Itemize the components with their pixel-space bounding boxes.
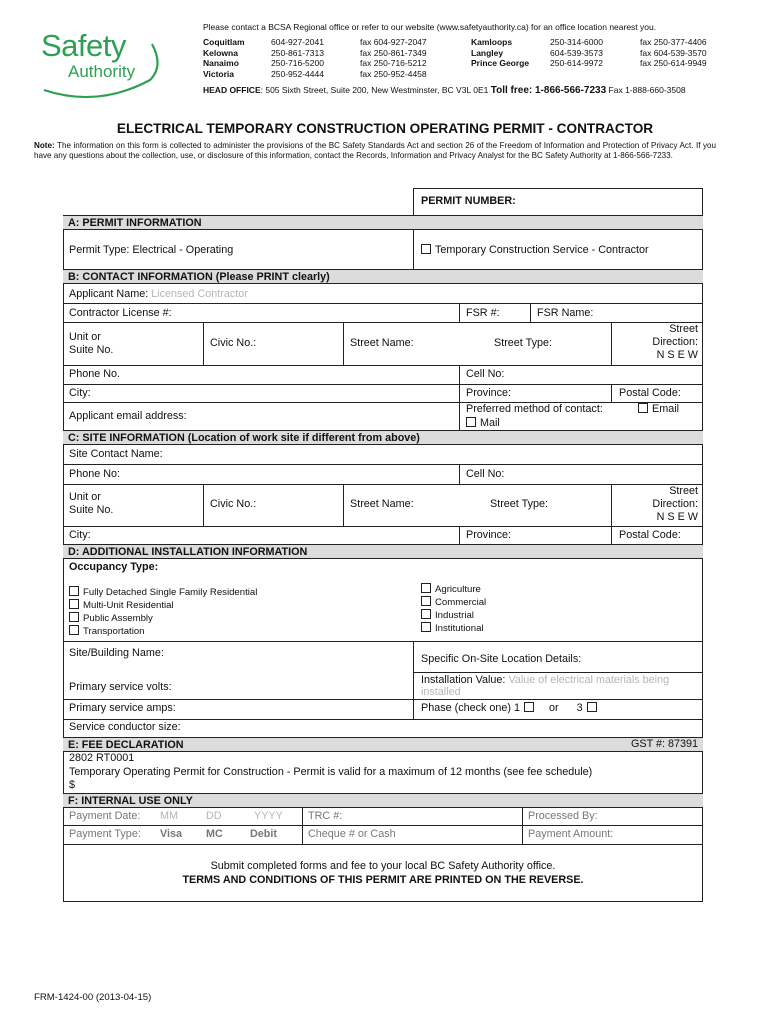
permit-validity-text: Temporary Operating Permit for Construction - Permit is valid for a maximum of 12 months (see fee schedule) xyxy=(69,766,593,778)
occupancy-public-assembly[interactable]: Public Assembly xyxy=(69,612,257,625)
processed-by-label[interactable]: Processed By: xyxy=(528,810,598,822)
payment-mc[interactable]: MC xyxy=(206,828,223,840)
terms-notice: TERMS AND CONDITIONS OF THIS PERMIT ARE PRINTED ON THE REVERSE. xyxy=(182,874,584,886)
payment-date-dd[interactable]: DD xyxy=(206,810,222,822)
occupancy-type-label: Occupancy Type: xyxy=(69,561,159,573)
permit-number-label: PERMIT NUMBER: xyxy=(421,195,516,207)
email-label[interactable]: Applicant email address: xyxy=(69,410,187,422)
fsr-number-label[interactable]: FSR #: xyxy=(466,307,500,319)
section-a-heading: A: PERMIT INFORMATION xyxy=(63,215,703,230)
form-title: ELECTRICAL TEMPORARY CONSTRUCTION OPERATING PERMIT - CONTRACTOR xyxy=(116,121,654,136)
payment-date-yyyy[interactable]: YYYY xyxy=(254,810,283,822)
phone-label[interactable]: Phone No. xyxy=(69,368,121,380)
section-c-heading: C: SITE INFORMATION (Location of work site if different from above) xyxy=(63,430,703,445)
office-phones-2: 250-314-6000 604-539-3573 250-614-9972 xyxy=(550,37,603,68)
public-assembly-checkbox[interactable] xyxy=(69,612,79,622)
site-contact-label[interactable]: Site Contact Name: xyxy=(69,448,163,460)
occupancy-left-options[interactable] xyxy=(69,586,257,638)
site-unit-suite-label[interactable]: Unit or Suite No. xyxy=(69,491,114,516)
office-cities-1: Coquitlam Kelowna Nanaimo Victoria xyxy=(203,37,245,79)
contact-line: Please contact a BCSA Regional office or refer to our website (www.safetyauthority.ca) for an office location nearest you. xyxy=(203,22,657,32)
city-label[interactable]: City: xyxy=(69,387,91,399)
payment-date-mm[interactable]: MM xyxy=(160,810,178,822)
conductor-size-label[interactable]: Service conductor size: xyxy=(69,721,181,733)
occupancy-institutional[interactable]: Institutional xyxy=(421,622,486,635)
office-phones-1: 604-927-2041 250-861-7313 250-716-5200 250-952-4444 xyxy=(271,37,324,79)
occupancy-transportation[interactable]: Transportation xyxy=(69,625,257,638)
phase-1-checkbox[interactable] xyxy=(524,702,534,712)
primary-volts-label[interactable]: Primary service volts: xyxy=(69,681,172,693)
occupancy-agriculture[interactable]: Agriculture xyxy=(421,583,486,596)
office-cities-2: Kamloops Langley Prince George xyxy=(471,37,530,68)
logo xyxy=(38,30,162,102)
occupancy-multi-unit[interactable]: Multi-Unit Residential xyxy=(69,599,257,612)
permit-number-field[interactable] xyxy=(525,192,697,212)
occupancy-right-options[interactable] xyxy=(421,583,486,635)
phase-3-checkbox[interactable] xyxy=(587,702,597,712)
postal-code-label[interactable]: Postal Code: xyxy=(619,387,681,399)
site-street-type-label[interactable]: Street Type: xyxy=(490,498,549,510)
site-building-label[interactable]: Site/Building Name: xyxy=(69,647,164,659)
payment-amount-label[interactable]: Payment Amount: xyxy=(528,828,614,840)
section-d-heading: D: ADDITIONAL INSTALLATION INFORMATION xyxy=(63,544,703,559)
civic-no-label[interactable]: Civic No.: xyxy=(210,337,257,349)
primary-amps-label[interactable]: Primary service amps: xyxy=(69,702,176,714)
permit-type: Permit Type: Electrical - Operating xyxy=(69,244,234,256)
applicant-name-label[interactable]: Applicant Name: Licensed Contractor xyxy=(69,288,248,300)
street-type-label[interactable]: Street Type: xyxy=(494,337,553,349)
site-street-name-label[interactable]: Street Name: xyxy=(350,498,414,510)
logo-word-authority: Authority xyxy=(68,62,136,81)
province-label[interactable]: Province: xyxy=(466,387,512,399)
payment-visa[interactable]: Visa xyxy=(160,828,183,840)
occupancy-commercial[interactable]: Commercial xyxy=(421,596,486,609)
industrial-checkbox[interactable] xyxy=(421,609,431,619)
payment-date-row: Payment Date: xyxy=(69,810,141,822)
payment-type-label: Payment Type: xyxy=(69,828,141,840)
multi-unit-checkbox[interactable] xyxy=(69,599,79,609)
site-phone-label[interactable]: Phone No: xyxy=(69,468,121,480)
occupancy-single-family[interactable]: Fully Detached Single Family Residential xyxy=(69,586,257,599)
transportation-checkbox[interactable] xyxy=(69,625,79,635)
site-civic-no-label[interactable]: Civic No.: xyxy=(210,498,257,510)
head-office-line: HEAD OFFICE: 505 Sixth Street, Suite 200, New Westminster, BC V3L 0E1 Toll free: 1-866-566-7233 Fax 1-888-660-3508 xyxy=(203,85,686,96)
gst-number: GST #: 87391 xyxy=(630,738,698,750)
section-b-heading: B: CONTACT INFORMATION (Please PRINT clearly) xyxy=(63,269,703,284)
contractor-license-label[interactable]: Contractor License #: xyxy=(69,307,172,319)
temp-service-option[interactable]: Temporary Construction Service - Contractor xyxy=(421,244,649,257)
site-postal-code-label[interactable]: Postal Code: xyxy=(619,529,681,541)
cheque-cash-label[interactable]: Cheque # or Cash xyxy=(308,828,396,840)
phase-options[interactable]: Phase (check one) 1 or 3 xyxy=(421,702,597,715)
contact-mail-option[interactable]: Mail xyxy=(466,417,500,430)
contact-email-checkbox[interactable] xyxy=(638,403,648,413)
trc-label[interactable]: TRC #: xyxy=(308,810,343,822)
cell-label[interactable]: Cell No: xyxy=(466,368,505,380)
logo-word-safety: Safety xyxy=(41,28,126,63)
preferred-contact-label: Preferred method of contact: xyxy=(466,403,603,415)
install-value-label[interactable]: Installation Value: Value of electrical materials being installed xyxy=(421,674,670,698)
section-e-heading: E: FEE DECLARATION xyxy=(63,737,703,752)
gst-number-2: 2802 RT0001 xyxy=(69,752,135,764)
form-number: FRM-1424-00 (2013-04-15) xyxy=(34,992,152,1003)
site-cell-label[interactable]: Cell No: xyxy=(466,468,505,480)
privacy-note: Note: The information on this form is collected to administer the provisions of the BC Safety Standards Act and section 26 of the Freedom of Information and Protection of Privacy Act. If you have any questions about the collection, use, or disclosure of this information, contact the Records, Information and Privacy Analyst for the BC Safety Authority at 1-866-566-7233. xyxy=(34,141,716,161)
contact-mail-checkbox[interactable] xyxy=(466,417,476,427)
contact-email-option[interactable]: Email xyxy=(638,403,679,416)
fee-amount-label[interactable]: $ xyxy=(69,779,76,791)
office-faxes-1: fax 604-927-2047 fax 250-861-7349 fax 250-716-5212 fax 250-952-4458 xyxy=(360,37,427,79)
street-direction-label[interactable]: Street Direction: N S E W xyxy=(652,323,698,361)
section-f-heading: F: INTERNAL USE ONLY xyxy=(63,793,703,808)
institutional-checkbox[interactable] xyxy=(421,622,431,632)
site-street-direction-label[interactable]: Street Direction: N S E W xyxy=(652,485,698,523)
site-city-label[interactable]: City: xyxy=(69,529,91,541)
unit-suite-label[interactable]: Unit or Suite No. xyxy=(69,331,114,356)
office-faxes-2: fax 250-377-4406 fax 604-539-3570 fax 250-614-9949 xyxy=(640,37,707,68)
commercial-checkbox[interactable] xyxy=(421,596,431,606)
agriculture-checkbox[interactable] xyxy=(421,583,431,593)
payment-debit[interactable]: Debit xyxy=(250,828,277,840)
fsr-name-label[interactable]: FSR Name: xyxy=(537,307,594,319)
onsite-location-label[interactable]: Specific On-Site Location Details: xyxy=(421,653,582,665)
street-name-label[interactable]: Street Name: xyxy=(350,337,414,349)
site-province-label[interactable]: Province: xyxy=(466,529,512,541)
single-family-checkbox[interactable] xyxy=(69,586,79,596)
temp-service-checkbox[interactable] xyxy=(421,244,431,254)
submit-instructions: Submit completed forms and fee to your local BC Safety Authority office. xyxy=(210,860,556,872)
occupancy-industrial[interactable]: Industrial xyxy=(421,609,486,622)
